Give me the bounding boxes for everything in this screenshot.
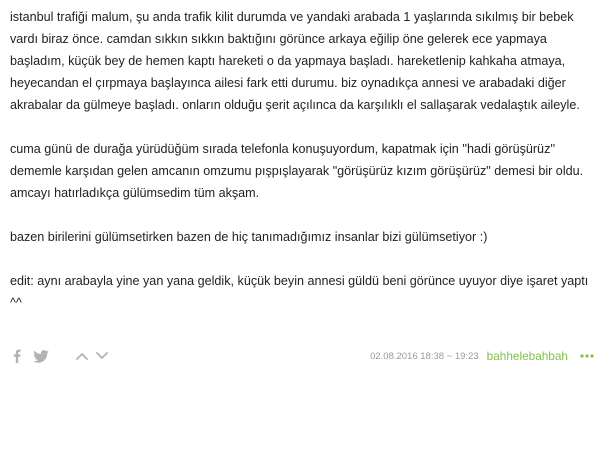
entry-content <box>10 6 592 314</box>
twitter-icon[interactable] <box>32 348 50 364</box>
entry-actions <box>10 345 110 367</box>
entry-author[interactable]: bahhelebahbah <box>486 349 568 363</box>
facebook-icon[interactable] <box>10 348 24 364</box>
entry-paragraph: istanbul trafiği malum, şu anda trafik kilit durumda ve yandaki arabada 1 yaşlarında sıkılmış bir bebek vardı biraz önce. camdan sıkkın sıkkın baktığını görünce arkaya eğilip öne gelerek ece yapmaya başladım, küçük bey de hemen kaptı hareketi o da yapmaya başladı. hareketlenip kahkaha atmaya, heyecandan el çırpmaya başlayınca ailesi fark etti durumu. biz oynadıkça annesi ve arabadaki diğer akrabalar da gülmeye başladı. onların olduğu şerit açılınca da karşılıklı el sallaşarak vedalaştık aileyle. <box>10 10 580 112</box>
more-dots-icon[interactable] <box>580 353 594 359</box>
entry-meta <box>370 345 594 367</box>
entry-date[interactable]: 02.08.2016 18:38 ~ 19:23 <box>370 350 479 362</box>
entry-paragraph: cuma günü de durağa yürüdüğüm sırada telefonla konuşuyordum, kapatmak için ''hadi görüşürüz'' dememle karşıdan gelen amcanın omzumu pışpışlayarak "görüşürüz kızım görüşürüz" demesi bir oldu. amcayı hatırladıkça gülümsedim tüm akşam. <box>10 142 584 200</box>
entry-paragraph: edit: aynı arabayla yine yan yana geldik, küçük beyin annesi güldü beni görünce uyuyor diye işaret yaptı ^^ <box>10 274 589 310</box>
entry-body <box>10 6 592 314</box>
chevron-down-icon[interactable] <box>94 348 110 364</box>
chevron-up-icon[interactable] <box>74 348 90 364</box>
entry-footer <box>10 345 594 367</box>
entry-paragraph: bazen birilerini gülümsetirken bazen de hiç tanımadığımız insanlar bizi gülümsetiyor :) <box>10 230 488 244</box>
